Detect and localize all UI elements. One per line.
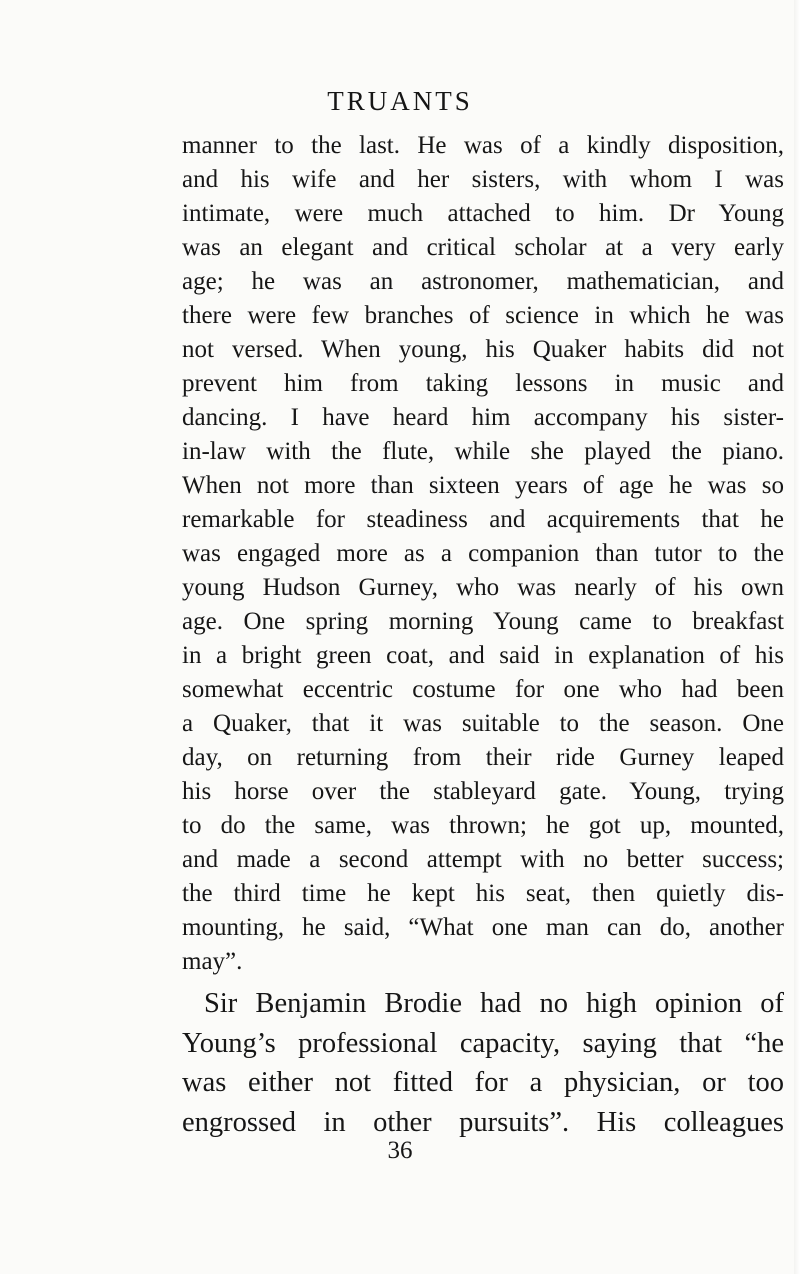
text-line: to do the same, was thrown; he got up, mounted, <box>182 812 784 839</box>
text-line: day, on returning from their ride Gurney leaped <box>182 744 784 771</box>
text-line: mounting, he said, “What one man can do, another <box>182 914 784 941</box>
text-line: intimate, were much attached to him. Dr Young <box>182 200 784 227</box>
text-line: Young’s professional capacity, saying that “he <box>182 1027 784 1059</box>
page-number: 36 <box>387 1137 413 1164</box>
text-line: and his wife and her sisters, with whom I was <box>182 166 784 193</box>
text-line: not versed. When young, his Quaker habits did not <box>182 336 784 363</box>
page-edge <box>794 0 800 1274</box>
text-line: young Hudson Gurney, who was nearly of his own <box>182 574 784 601</box>
text-line: somewhat eccentric costume for one who had been <box>182 676 784 703</box>
text-line: the third time he kept his seat, then quietly dis- <box>182 880 784 907</box>
text-line: in a bright green coat, and said in explanation of his <box>182 642 784 669</box>
text-line: engrossed in other pursuits”. His colleagues <box>182 1106 784 1138</box>
text-line: was engaged more as a companion than tutor to the <box>182 540 784 567</box>
text-line: and made a second attempt with no better success; <box>182 846 784 873</box>
text-line: prevent him from taking lessons in music and <box>182 370 784 397</box>
body-paragraph-2 <box>182 984 784 1142</box>
text-line: manner to the last. He was of a kindly disposition, <box>182 132 784 159</box>
text-line: there were few branches of science in which he was <box>182 302 784 329</box>
text-line: age. One spring morning Young came to breakfast <box>182 608 784 635</box>
text-line: was an elegant and critical scholar at a very early <box>182 234 784 261</box>
text-line: When not more than sixteen years of age he was so <box>182 472 784 499</box>
body-paragraph-1 <box>182 129 784 979</box>
text-line: in-law with the flute, while she played the piano. <box>182 438 784 465</box>
text-line: remarkable for steadiness and acquirements that he <box>182 506 784 533</box>
text-line: may”. <box>182 948 243 975</box>
running-header: TRUANTS <box>327 86 473 116</box>
text-line: his horse over the stableyard gate. Young, trying <box>182 778 784 805</box>
text-line: Sir Benjamin Brodie had no high opinion of <box>204 988 784 1019</box>
text-line: was either not fitted for a physician, or too <box>182 1067 784 1098</box>
text-line: dancing. I have heard him accompany his sister- <box>182 404 784 431</box>
text-line: a Quaker, that it was suitable to the season. One <box>182 710 784 737</box>
text-line: age; he was an astronomer, mathematician, and <box>182 268 784 295</box>
